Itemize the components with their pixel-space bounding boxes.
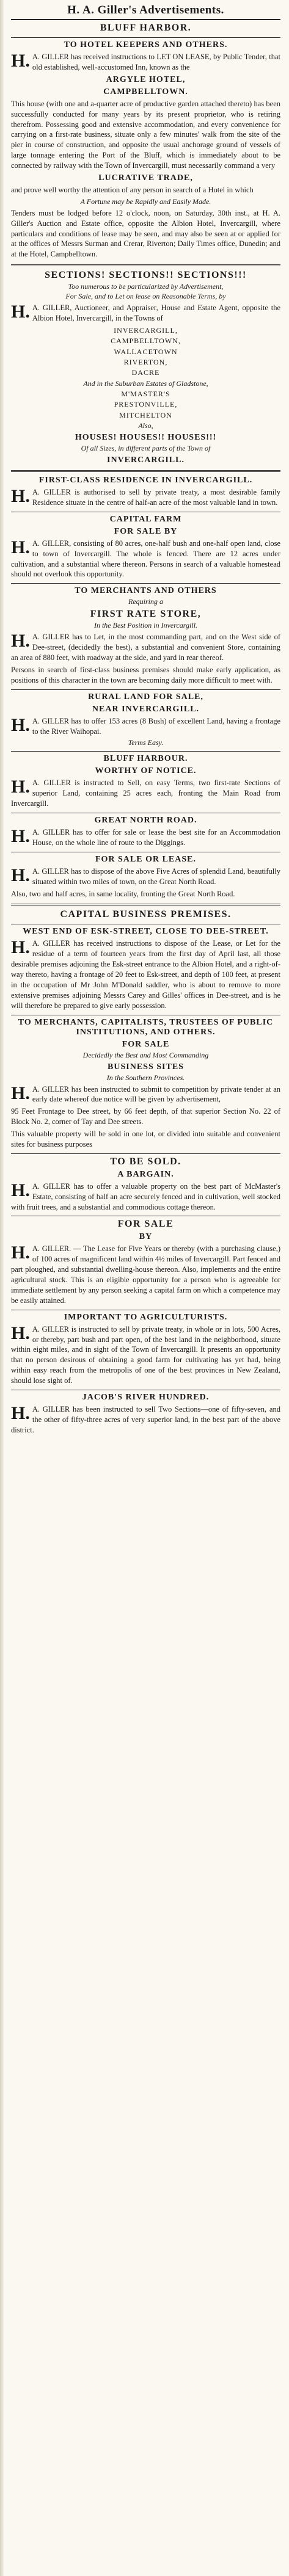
terms-text: Terms Easy. <box>128 738 164 747</box>
divider <box>11 264 280 266</box>
list-item: DACRE <box>131 368 160 377</box>
ad-body: H.A. GILLER, consisting of 80 acres, one-half bush and one-half open land, close to town of Invercargill. The whole is fenced. There are 12 acres under cultivation, and a substantial where thereon. Persons in search of a valuable homestead should not overlook this opportunity. <box>11 537 280 579</box>
ad-heading: RURAL LAND FOR SALE, <box>88 692 203 702</box>
divider <box>11 751 280 752</box>
ad-body: H.A. GILLER has been instructed to sell Two Sections—one of fifty-seven, and the other of fifty-three acres of very superior land, in the best part of the above district. <box>11 1402 280 1434</box>
ad-subheading: For Sale, and to Let on lease on Reasonable Terms, by <box>65 292 226 301</box>
ad-body: H.A. GILLER has to offer for sale or lease the best site for an Accommodation House, on the whole line of route to the Diggings. <box>11 826 280 847</box>
ad-body: 95 Feet Frontage to Dee street, by 66 feet depth, of that superior Section No. 22 of Block No. 2, corner of Tay and Dee streets. <box>11 1107 280 1127</box>
ad-heading: TO MERCHANTS AND OTHERS <box>75 586 217 596</box>
also-label: Also, <box>138 421 153 430</box>
ad-heading: TO MERCHANTS, CAPITALISTS, TRUSTEES OF PUBLIC INSTITUTIONS, AND OTHERS. <box>18 1017 274 1037</box>
ad-for-sale-lease <box>11 1219 280 1305</box>
ad-intro: Too numerous to be particularized by Advertisement, <box>68 282 224 291</box>
ad-body: This valuable property will be sold in one lot, or divided into suitable and convenient sites for business purposes <box>11 1130 280 1148</box>
ad-body: H.A. GILLER has to offer 153 acres (8 Bush) of excellent Land, having a frontage to the River Waihopai. <box>11 714 280 736</box>
ad-merchants-store <box>11 586 280 685</box>
ad-heading: JACOB'S RIVER HUNDRED. <box>82 1392 210 1402</box>
ad-to-be-sold <box>11 1156 280 1213</box>
ad-heading: BLUFF HARBOUR. <box>103 754 188 764</box>
page-fold-shadow <box>0 0 4 2576</box>
ad-body: H.A. GILLER, Auctioneer, and Appraiser, House and Estate Agent, opposite the Albion Hotel, Invercargill, in the Towns of <box>11 302 280 322</box>
hotel-place: CAMPBELLTOWN. <box>103 87 188 96</box>
list-item: MITCHELTON <box>119 410 172 419</box>
ad-farm <box>11 515 280 580</box>
ad-subheading: WORTHY OF NOTICE. <box>95 766 197 776</box>
ad-body: H.A. GILLER has been instructed to submit to competition by private tender at an early date whereof due notice will be given by advertisement, <box>11 1083 280 1104</box>
suburb-list <box>11 389 280 421</box>
ad-subheading: BY <box>139 1232 153 1242</box>
ad-body: H.A. GILLER is authorised to sell by private treaty, a most desirable family Residence situate in the centre of half-an acre of the most valuable land in town. <box>11 486 280 507</box>
ad-body: H.A. GILLER has received instructions to LET ON LEASE, by Public Tender, that old established, well-accustomed Inn, known as the <box>11 51 280 71</box>
ad-heading: IMPORTANT TO AGRICULTURISTS. <box>64 1312 228 1322</box>
ad-body: H.A. GILLER has to Let, in the most commanding part, and on the West side of Dee-street, (decidedly the best), a substantial and convenient Store, containing an area of 880 feet, with roadway at the side, and yard in rear thereof. <box>11 631 280 662</box>
ad-body: and prove well worthy the attention of any person in search of a Hotel in which <box>11 185 254 194</box>
ad-body: H.A. GILLER has to dispose of the above Five Acres of splendid Land, beautifully situated within two miles of town, on the Great North Road. <box>11 865 280 886</box>
ad-great-north-road <box>11 816 280 848</box>
ad-body: Persons in search of first-class business premises should make early application, as positions of this character in the town are becoming daily more difficult to meet with. <box>11 665 280 684</box>
ad-subheading: WEST END OF ESK-STREET, CLOSE TO DEE-STREET. <box>23 927 269 937</box>
ad-body: Also, two and half acres, in same locality, fronting the Great North Road. <box>11 889 235 898</box>
sizes-text: Of all Sizes, in different parts of the Town of <box>81 444 211 452</box>
town-list <box>11 325 280 379</box>
list-item: PRESTONVILLE, <box>114 400 178 409</box>
list-item: M'MASTER'S <box>121 389 170 398</box>
suburbs-intro: And in the Suburban Estates of Gladstone, <box>83 379 208 388</box>
ad-agriculturists <box>11 1313 280 1386</box>
list-item: RIVERTON, <box>123 358 168 367</box>
store-name: FIRST RATE STORE, <box>90 609 202 620</box>
ad-heading: GREAT NORTH ROAD. <box>94 816 197 825</box>
ad-bluff-harbour-notice <box>11 754 280 809</box>
ad-subheading: TO HOTEL KEEPERS AND OTHERS. <box>64 40 228 49</box>
ad-subheading: In the Best Position in Invercargill. <box>93 621 198 630</box>
ad-subheading: FOR SALE BY <box>114 526 178 536</box>
ad-subheading: Requiring a <box>128 597 163 606</box>
divider <box>11 1153 280 1154</box>
list-item: CAMPBELLTOWN, <box>111 336 181 346</box>
ad-body: H.A. GILLER has to offer a valuable property on the best part of McMaster's Estate, consisting of half an acre securely fenced and in cultivation, well stocked with fruit trees, and a substantial and commodious cottage thereon. <box>11 1180 280 1211</box>
ad-subheading: Decidedly the Best and Most Commanding <box>82 1050 209 1059</box>
list-item: INVERCARGILL, <box>114 325 178 335</box>
divider <box>11 583 280 584</box>
ad-rural-land <box>11 692 280 748</box>
ad-heading: FIRST-CLASS RESIDENCE IN INVERCARGILL. <box>38 476 253 485</box>
houses-heading: HOUSES! HOUSES!! HOUSES!!! <box>75 433 217 442</box>
ad-body: H.A. GILLER is instructed to Sell, on easy Terms, two first-rate Sections of superior Land, containing 25 acres each, fronting the Main Road from Invercargill. <box>11 777 280 808</box>
ad-subheading: BUSINESS SITES <box>108 1062 184 1072</box>
list-item: WALLACETOWN <box>114 347 178 356</box>
ad-subheading: FOR SALE <box>122 1039 170 1049</box>
ad-heading: TO BE SOLD. <box>110 1156 181 1167</box>
town-name: INVERCARGILL. <box>107 455 185 465</box>
masthead: H. A. Giller's Advertisements. <box>11 0 280 20</box>
ad-subheading: In the Southern Provinces. <box>106 1073 185 1082</box>
ad-heading: CAPITAL FARM <box>109 514 182 524</box>
ad-jacobs-river <box>11 1393 280 1435</box>
ad-business-sites <box>11 1018 280 1150</box>
ad-heading: BLUFF HARBOR. <box>100 23 192 33</box>
ad-heading: SECTIONS! SECTIONS!! SECTIONS!!! <box>45 270 247 281</box>
ad-body: Tenders must be lodged before 12 o'clock, noon, on Saturday, 30th inst., at H. A. Giller's Auction and Estate office, opposite the Albion Hotel, Invercargill, where particulars and conditions of lease may be seen, and may also be seen at or applied for at the offices of Messrs Surman and Crerar, Riverton; Daily Times office, Dunedin; and at the Hotel, Campbelltown. <box>11 208 280 259</box>
ad-heading: FOR SALE OR LEASE. <box>95 854 197 864</box>
ad-heading: FOR SALE <box>117 1219 174 1230</box>
divider <box>11 904 280 905</box>
ad-capital-premises <box>11 909 280 1010</box>
ad-subheading: NEAR INVERCARGILL. <box>92 704 200 714</box>
ad-bluff-harbor <box>11 23 280 259</box>
ad-sale-or-lease <box>11 855 280 899</box>
ad-heading: CAPITAL BUSINESS PREMISES. <box>60 909 232 920</box>
ad-subheading: A BARGAIN. <box>117 1169 174 1179</box>
divider <box>11 37 280 38</box>
ad-tagline: A Fortune may be Rapidly and Easily Made. <box>80 197 211 206</box>
ad-body: This house (with one and a-quarter acre of productive garden attached thereto) has been successfully conducted for many years by its present proprietor, who is retiring therefrom. Possessing good and extensive accommodation, and every convenience for carrying on a first-rate business, situate only a few minutes' walk from the site of the pier in course of construction, and opposite the usual anchorage ground of vessels of large tonnage entering the Port of the Bluff, which is immediately about to be connected by railway with the Town of Invercargill, must necessarily command a very <box>11 99 280 170</box>
ad-body: H.A. GILLER is instructed to sell by private treaty, in whole or in lots, 500 Acres, or thereby, part bush and part open, of the best land in the neighborhood, situate within eight miles, and in sight of the Town of Invercargill. It presents an opportunity that no person desirous of obtaining a good farm for cultivating has yet had, being within easy reach from the metropolis of one of the best provinces in New Zealand, should lose sight of. <box>11 1322 280 1385</box>
divider <box>11 689 280 690</box>
divider <box>11 470 280 472</box>
ad-body: H.A. GILLER has received instructions to dispose of the Lease, or Let for the residue of a term of fourteen years from the first day of April last, all those desirable premises adjoining the Esk-street entrance to the Albion Hotel, and a right-of-way thereto, having a frontage of 20 feet to Esk-street, and depth of 100 feet, at present in the occupation of Mr John M'Donald saddler, who is about to remove to more extensive premises adjoining Messrs Carey and Gilles' offices in Dee-street, and is he will therefore be prepared to give early possession. <box>11 937 280 1010</box>
ad-body: H.A. GILLER. — The Lease for Five Years or thereby (with a purchasing clause,) of 100 acres of magnificent land within 4½ miles of Invercargill. Part fenced and part ploughed, and substantial dwelling-house thereon. Also, implements and the entire agricultural stock. This is an eligible opportunity for a person who is agreeable for immediate settlement by any person seeking a capital farm on which a competence may be easily attained. <box>11 1243 280 1305</box>
ad-sections <box>11 270 280 465</box>
ad-residence <box>11 476 280 508</box>
hotel-name: ARGYLE HOTEL, <box>106 74 186 84</box>
ad-subheading: LUCRATIVE TRADE, <box>98 173 193 183</box>
